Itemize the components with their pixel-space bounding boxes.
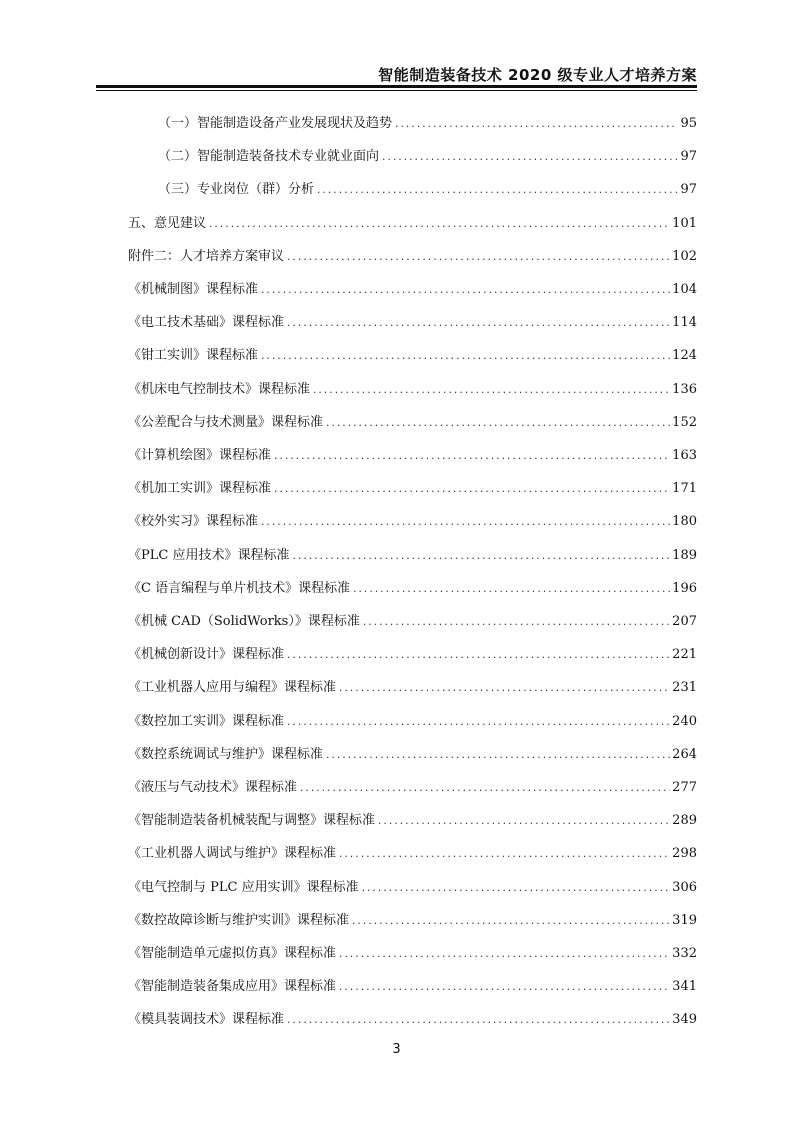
toc-entry[interactable]: [128, 246, 697, 268]
toc-entry-title: 《工业机器人调试与维护》课程标准: [128, 846, 337, 862]
toc-entry-title: 《电工技术基础》课程标准: [128, 315, 285, 331]
toc-entry[interactable]: [128, 345, 697, 367]
toc-entry[interactable]: [128, 379, 697, 401]
toc-entry-page: 264: [672, 746, 697, 762]
toc-leader-dots: [377, 811, 670, 833]
toc-entry-page: 97: [680, 149, 697, 165]
toc-leader-dots: [286, 645, 670, 667]
toc-entry-page: 332: [672, 946, 697, 961]
toc-entry-title: 附件二：人才培养方案审议: [128, 248, 285, 264]
toc-entry[interactable]: [128, 312, 697, 334]
toc-leader-dots: [286, 712, 670, 734]
toc-leader-dots: [361, 878, 671, 900]
toc-leader-dots: [291, 546, 670, 568]
toc-entry[interactable]: [158, 179, 697, 201]
toc-entry[interactable]: [128, 644, 697, 666]
toc-entry-title: 《液压与气动技术》课程标准: [128, 780, 298, 795]
toc-leader-dots: [381, 147, 678, 169]
toc-entry-page: 189: [672, 547, 697, 563]
toc-entry-title: 《PLC 应用技术》课程标准: [128, 547, 290, 563]
toc-entry-title: 《机加工实训》课程标准: [128, 481, 272, 497]
toc-entry[interactable]: [128, 877, 697, 899]
toc-entry-title: 《计算机绘图》课程标准: [128, 448, 272, 463]
toc-entry-title: 《机床电气控制技术》课程标准: [128, 381, 311, 397]
toc-entry-title: （一）智能制造设备产业发展现状及趋势: [158, 116, 393, 131]
toc-entry[interactable]: [128, 545, 697, 567]
toc-entry[interactable]: [128, 213, 697, 235]
toc-entry-page: 97: [680, 182, 697, 198]
toc-entry-page: 101: [672, 215, 697, 231]
toc-leader-dots: [338, 678, 670, 700]
toc-leader-dots: [352, 579, 670, 601]
toc-entry[interactable]: [128, 810, 697, 832]
toc-entry[interactable]: [128, 412, 697, 434]
toc-entry[interactable]: [128, 279, 697, 301]
toc-entry[interactable]: [128, 578, 697, 600]
toc-leader-dots: [338, 977, 670, 999]
toc-leader-dots: [338, 944, 670, 966]
toc-entry-page: 240: [672, 713, 697, 729]
toc-entry[interactable]: [128, 843, 697, 865]
toc-leader-dots: [325, 745, 670, 767]
toc-entry-page: 298: [672, 846, 697, 862]
toc-leader-dots: [299, 778, 670, 800]
toc-entry-page: 180: [672, 514, 697, 530]
toc-entry-title: 《C 语言编程与单片机技术》课程标准: [128, 580, 351, 596]
toc-entry-page: 124: [672, 348, 697, 364]
toc-entry-title: 《公差配合与技术测量》课程标准: [128, 414, 324, 430]
toc-entry-page: 306: [672, 879, 697, 895]
toc-entry[interactable]: [128, 1009, 697, 1031]
toc-leader-dots: [351, 911, 670, 933]
toc-entry-page: 207: [672, 614, 697, 629]
header-title: 智能制造装备技术 2020 级专业人才培养方案: [378, 66, 697, 84]
toc-entry[interactable]: [128, 478, 697, 500]
toc-leader-dots: [312, 380, 670, 402]
toc-entry-title: 《智能制造装备机械装配与调整》课程标准: [128, 813, 376, 829]
toc-entry-page: 196: [672, 580, 697, 596]
toc-leader-dots: [286, 313, 670, 335]
toc-entry-title: 《机械创新设计》课程标准: [128, 647, 285, 663]
toc-leader-dots: [286, 247, 670, 269]
toc-entry-page: 277: [672, 780, 697, 795]
toc-leader-dots: [208, 214, 670, 236]
toc-entry-page: 231: [672, 680, 697, 696]
toc-leader-dots: [394, 114, 678, 136]
toc-entry-title: 《数控系统调试与维护》课程标准: [128, 746, 324, 762]
toc-leader-dots: [260, 280, 670, 302]
toc-entry-title: 《机械制图》课程标准: [128, 282, 259, 297]
toc-entry-title: （三）专业岗位（群）分析: [158, 182, 315, 198]
toc-entry-title: 《校外实习》课程标准: [128, 514, 259, 530]
toc-entry[interactable]: [128, 711, 697, 733]
toc-entry-page: 95: [680, 116, 697, 131]
toc-leader-dots: [316, 180, 678, 202]
toc-entry[interactable]: [128, 910, 697, 932]
toc-entry[interactable]: [158, 146, 697, 168]
toc-entry[interactable]: [128, 943, 697, 965]
toc-entry-page: 104: [672, 282, 697, 297]
toc-entry-page: 136: [672, 381, 697, 397]
toc-entry-page: 163: [672, 448, 697, 463]
toc-entry[interactable]: [128, 677, 697, 699]
toc-entry-title: 《智能制造单元虚拟仿真》课程标准: [128, 946, 337, 961]
toc-entry-page: 221: [672, 647, 697, 663]
toc-entry-page: 349: [672, 1012, 697, 1028]
toc-entry-title: 《电气控制与 PLC 应用实训》课程标准: [128, 879, 359, 895]
toc-leader-dots: [273, 479, 670, 501]
toc-entry[interactable]: [158, 113, 697, 135]
toc-entry-title: 《模具装调技术》课程标准: [128, 1012, 285, 1028]
toc-entry-title: 《机械 CAD（SolidWorks）》课程标准: [128, 614, 360, 629]
toc-leader-dots: [273, 446, 670, 468]
toc-leader-dots: [325, 413, 670, 435]
toc-entry-page: 289: [672, 813, 697, 829]
toc-entry-page: 341: [672, 979, 697, 995]
toc-entry-title: 五、意见建议: [128, 215, 207, 231]
toc-entry-title: 《工业机器人应用与编程》课程标准: [128, 680, 337, 696]
toc-entry[interactable]: [128, 611, 697, 633]
toc-entry[interactable]: [128, 976, 697, 998]
header-rule-thin: [96, 90, 697, 91]
toc-leader-dots: [260, 512, 670, 534]
toc-entry-page: 114: [672, 315, 697, 331]
toc-leader-dots: [260, 346, 670, 368]
toc-entry-title: 《智能制造装备集成应用》课程标准: [128, 979, 337, 995]
toc-entry[interactable]: [128, 445, 697, 467]
toc-entry[interactable]: [128, 777, 697, 799]
header-rule-thick: [96, 85, 697, 88]
toc-leader-dots: [286, 1010, 670, 1032]
toc-entry[interactable]: [128, 744, 697, 766]
toc-entry-title: （二）智能制造装备技术专业就业面向: [158, 149, 380, 165]
toc-entry-title: 《数控加工实训》课程标准: [128, 713, 285, 729]
page-number: 3: [392, 1042, 401, 1057]
toc-entry-page: 319: [672, 912, 697, 928]
toc-leader-dots: [362, 612, 670, 634]
toc-entry-title: 《数控故障诊断与维护实训》课程标准: [128, 912, 350, 928]
toc-leader-dots: [338, 844, 670, 866]
toc-entry-page: 102: [672, 248, 697, 264]
toc-entry-title: 《钳工实训》课程标准: [128, 348, 259, 364]
toc-entry-page: 171: [672, 481, 697, 497]
toc-entry[interactable]: [128, 511, 697, 533]
toc-entry-page: 152: [672, 414, 697, 430]
